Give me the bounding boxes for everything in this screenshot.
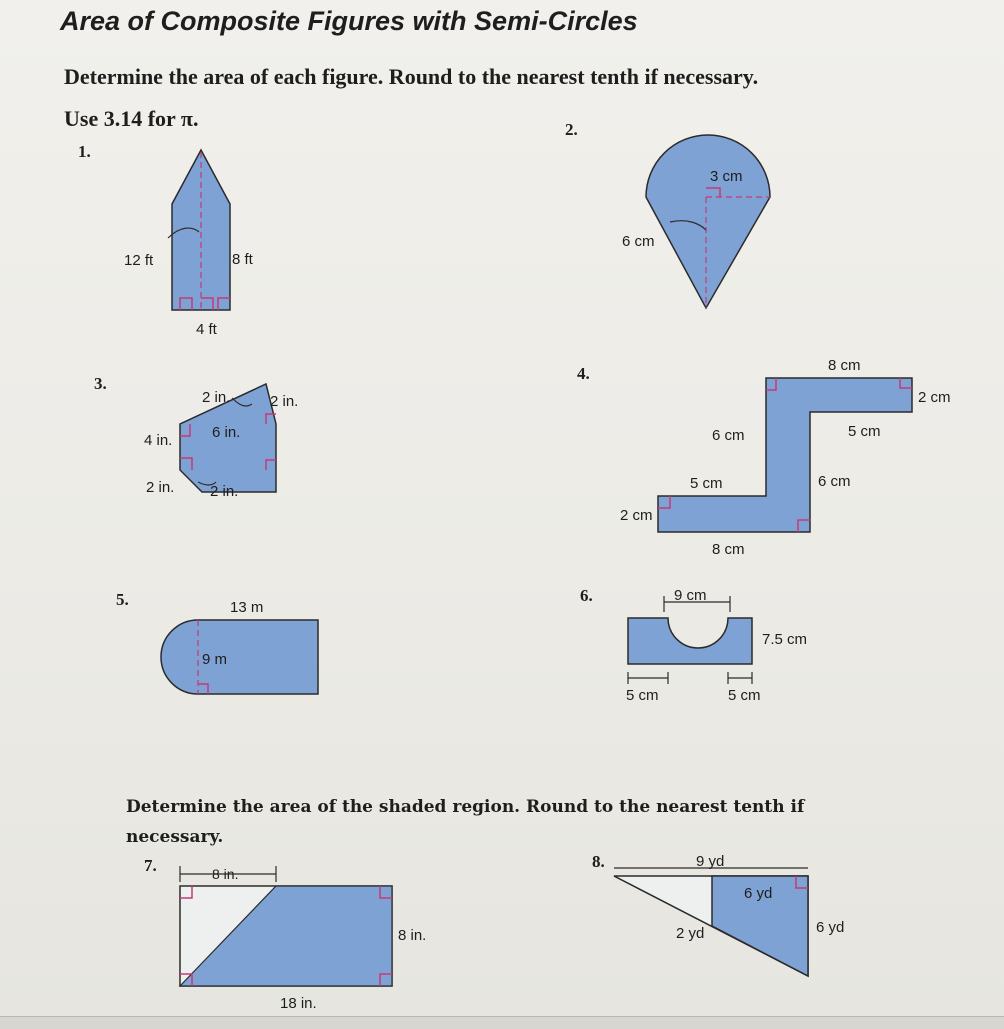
figure-5 bbox=[161, 599, 318, 694]
label: 5 cm bbox=[848, 423, 881, 440]
figure-4 bbox=[620, 357, 951, 558]
label: 3 cm bbox=[710, 168, 743, 185]
problem-number: 7. bbox=[144, 856, 157, 875]
label: 2 in. bbox=[270, 393, 299, 410]
label: 9 cm bbox=[674, 587, 707, 604]
label: 4 ft bbox=[196, 321, 217, 338]
label: 7.5 cm bbox=[762, 631, 808, 648]
label: 5 cm bbox=[626, 687, 659, 704]
figure-6 bbox=[626, 587, 807, 704]
label: 8 cm bbox=[828, 357, 861, 374]
instructions: Determine the area of each figure. Round to the nearest tenth if necessary. Use 3.14 for π. bbox=[64, 64, 759, 131]
problem-number: 2. bbox=[565, 120, 578, 139]
figure-1 bbox=[124, 150, 254, 338]
label: 4 in. bbox=[144, 432, 173, 449]
label: 9 yd bbox=[696, 853, 725, 870]
label: 13 m bbox=[230, 599, 264, 616]
label: 6 in. bbox=[212, 424, 241, 441]
figure-3 bbox=[144, 384, 298, 500]
label: 12 ft bbox=[124, 252, 154, 269]
figure-2 bbox=[622, 135, 770, 308]
label: 9 m bbox=[202, 651, 228, 668]
problem-number: 5. bbox=[116, 590, 129, 609]
instructions-shaded: Determine the area of the shaded region. Round to the nearest tenth if necessary. bbox=[126, 797, 805, 847]
label: 2 in. bbox=[202, 389, 231, 406]
label: 6 cm bbox=[818, 473, 851, 490]
label: 2 cm bbox=[918, 389, 951, 406]
label: 2 in. bbox=[146, 479, 175, 496]
label: 2 yd bbox=[676, 925, 705, 942]
label: 6 yd bbox=[816, 919, 845, 936]
figure-7 bbox=[180, 866, 426, 1012]
label: 5 cm bbox=[728, 687, 761, 704]
label: 2 in. bbox=[210, 483, 239, 500]
problem-number: 4. bbox=[577, 364, 590, 383]
label: 8 in. bbox=[398, 927, 427, 944]
label: 6 cm bbox=[622, 233, 655, 250]
figure-8 bbox=[614, 853, 844, 976]
label: 5 cm bbox=[690, 475, 723, 492]
page-edge bbox=[0, 1016, 1004, 1029]
problem-number: 8. bbox=[592, 852, 605, 871]
label: 8 in. bbox=[212, 866, 239, 882]
label: 8 ft bbox=[232, 251, 253, 268]
problem-number: 6. bbox=[580, 586, 593, 605]
label: 6 cm bbox=[712, 427, 745, 444]
worksheet-title: Area of Composite Figures with Semi-Circles bbox=[60, 6, 638, 36]
label: 8 cm bbox=[712, 541, 745, 558]
problem-number: 3. bbox=[94, 374, 107, 393]
label: 6 yd bbox=[744, 885, 773, 902]
label: 18 in. bbox=[280, 995, 317, 1012]
label: 2 cm bbox=[620, 507, 653, 524]
problem-number: 1. bbox=[78, 142, 91, 161]
